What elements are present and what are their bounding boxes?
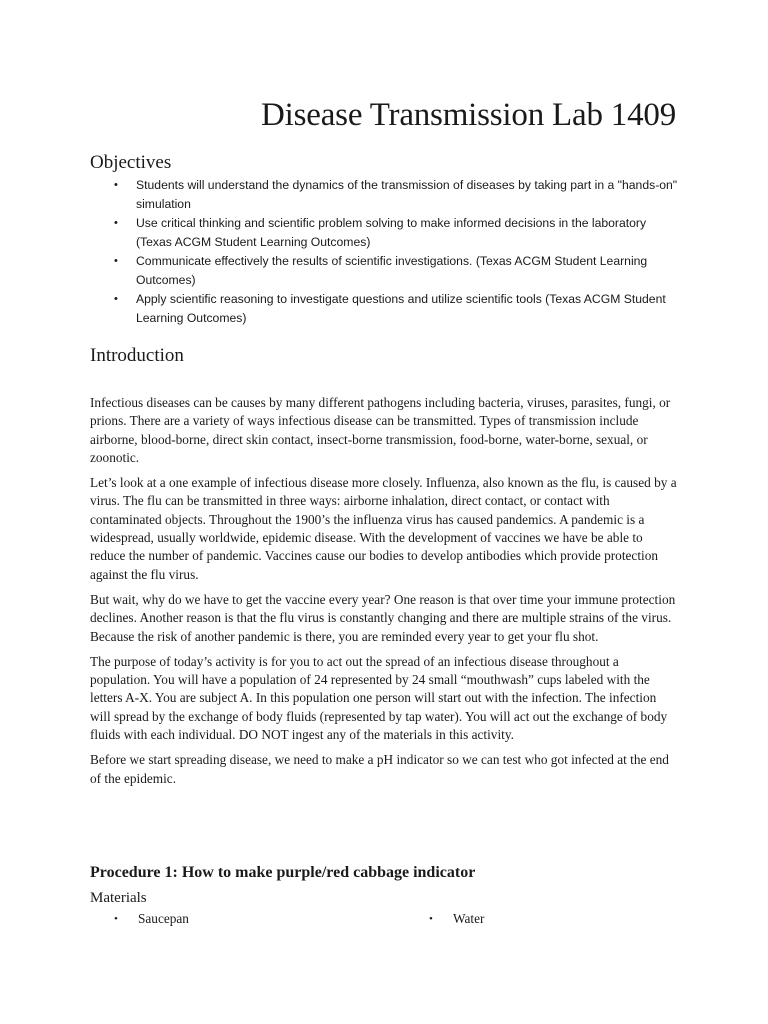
- intro-paragraph: But wait, why do we have to get the vaccine every year? One reason is that over time your immune protection declines. Another reason is that the flu virus is constantly changing and there are multiple strains of the virus. Because the risk of another pandemic is there, you are reminded every year to get your flu shot.: [90, 591, 676, 644]
- objective-text: Use critical thinking and scientific problem solving to make informed decisions in the laboratory (Texas ACGM Student Learning Outcomes): [136, 216, 647, 249]
- objective-item: [90, 252, 680, 290]
- material-text: Water: [453, 911, 485, 926]
- intro-paragraph: Before we start spreading disease, we need to make a pH indicator so we can test who got infected at the end of the epidemic.: [90, 752, 669, 786]
- bullet-icon: •: [114, 255, 118, 267]
- intro-paragraph: Let’s look at a one example of infectious disease more closely. Influenza, also known as the flu, is caused by a virus. The flu can be transmitted in three ways: airborne inhalation, direct contact, or contact with contaminated objects. Throughout the 1900’s the influenza virus has caused pandemics. A pandemic is a widespread, usually worldwide, epidemic disease. With the development of vaccines we have be able to reduce the number of pandemic. Vaccines cause our bodies to develop antibodies which provide protection against the flu virus.: [90, 475, 677, 582]
- bullet-icon: •: [114, 913, 118, 925]
- bullet-icon: •: [114, 179, 118, 191]
- objective-item: [90, 214, 680, 252]
- bullet-icon: •: [114, 293, 118, 305]
- objective-item: [90, 176, 680, 214]
- document-title: Disease Transmission Lab 1409: [261, 97, 676, 133]
- material-text: Saucepan: [138, 911, 189, 926]
- bullet-icon: •: [114, 217, 118, 229]
- introduction-body: [90, 394, 678, 795]
- materials-heading: Materials: [90, 890, 147, 906]
- intro-paragraph: The purpose of today’s activity is for you to act out the spread of an infectious disease throughout a population. You will have a population of 24 represented by 24 small “mouthwash” cups labeled with the letters A-X. You are subject A. In this population one person will start out with the infection. The infection will spread by the exchange of body fluids (represented by tap water). You will act out the exchange of body fluids with each individual. DO NOT ingest any of the materials in this activity.: [90, 653, 668, 743]
- objective-text: Communicate effectively the results of scientific investigations. (Texas ACGM Student Learning Outcomes): [136, 254, 648, 287]
- material-item: [114, 909, 189, 929]
- objective-item: [90, 290, 680, 328]
- introduction-heading: Introduction: [90, 345, 184, 366]
- objectives-list: [90, 176, 680, 328]
- bullet-icon: •: [429, 913, 433, 925]
- procedure-heading: Procedure 1: How to make purple/red cabbage indicator: [90, 864, 476, 881]
- material-item: [429, 909, 484, 929]
- objectives-heading: Objectives: [90, 152, 172, 173]
- objective-text: Students will understand the dynamics of the transmission of diseases by taking part in a "hands-on" simulation: [136, 178, 678, 211]
- intro-paragraph: Infectious diseases can be causes by many different pathogens including bacteria, viruses, parasites, fungi, or prions. There are a variety of ways infectious disease can be transmitted. Types of transmission include airborne, blood-borne, direct skin contact, insect-borne transmission, food-borne, water-borne, sexual, or zoonotic.: [90, 395, 671, 465]
- objective-text: Apply scientific reasoning to investigate questions and utilize scientific tools (Texas ACGM Student Learning Outcomes): [136, 292, 666, 325]
